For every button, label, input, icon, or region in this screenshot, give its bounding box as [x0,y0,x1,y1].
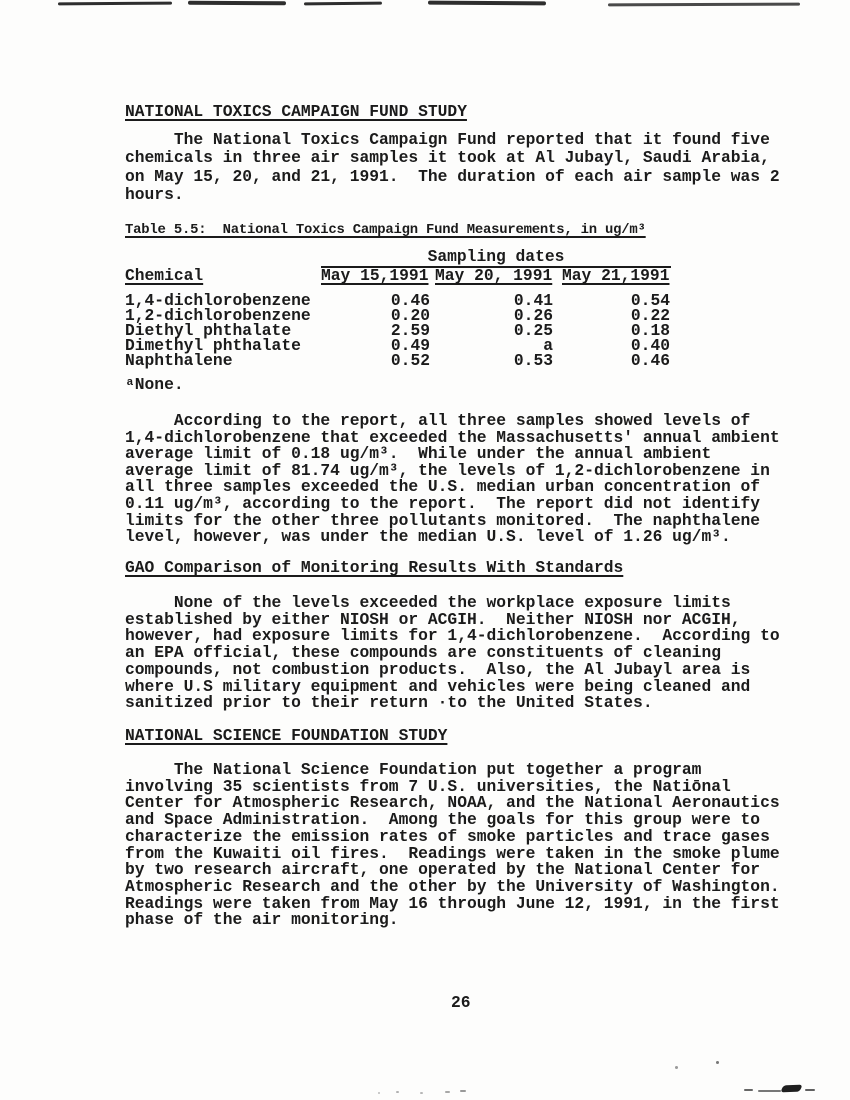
text-line: and Space Administration. Among the goals for this group were to [125,810,761,830]
table-cell-value: 0.41 [513,291,553,310]
scan-artifact [716,1061,719,1064]
scan-artifact [188,1,286,6]
text-line: Readings were taken from May 16 through June 12, 1991, in the first [125,893,780,913]
table-cell-value: 0.52 [390,351,430,370]
scan-artifact [744,1089,753,1091]
scan-artifact [428,1,546,6]
text-line: level, however, was under the median U.S. level of 1.26 ug/m³. [125,527,731,547]
text-line: average limit of 81.74 ug/m³, the levels of 1,2-dichlorobenzene in [125,460,770,480]
table-cell-chemical: Dimethyl phthalate [125,336,301,355]
table-cell-value: 0.22 [630,306,670,325]
paragraph-gao-comparison [125,595,780,712]
paragraph-nsf-study [125,762,780,929]
text-line: sanitized prior to their return ·to the United States. [125,693,653,713]
table-group-header: Sampling dates [427,247,565,266]
table-cell-value: 0.54 [630,291,670,310]
text-line: Atmospheric Research and the other by the University of Washington. [125,876,780,896]
scan-artifact [608,3,800,7]
text-line: established by either NIOSH or ACGIH. Neither NIOSH nor ACGIH, [125,609,741,629]
text-line: by two research aircraft, one operated by the National Center for [125,860,761,880]
text-line: average limit of 0.18 ug/m³. While under the annual ambient [125,444,712,464]
paragraph-toxics-intro [125,131,780,204]
page-number: 26 [451,993,471,1012]
table-group-header-rule [321,247,671,268]
text-line: on May 15, 20, and 21, 1991. The duration of each air sample was 2 [125,166,780,186]
text-line: involving 35 scientists from 7 U.S. universities, the Natiōnal [125,776,731,796]
scan-artifact [378,1092,380,1094]
scan-artifact [396,1091,399,1093]
text-line: 0.11 ug/m³, according to the report. The report did not identify [125,493,761,513]
table-column-may21 [562,293,670,368]
text-line: all three samples exceeded the U.S. median urban concentration of [125,477,761,497]
text-line: The National Science Foundation put together a program [125,760,702,779]
text-line: hours. [125,184,184,204]
table-cell-value: 0.25 [513,321,553,340]
table-cell-value: 0.40 [630,336,670,355]
table-cell-value: 2.59 [390,321,430,340]
table-column-may15 [321,293,430,368]
table-cell-value: 0.49 [390,336,430,355]
table-cell-chemical: 1,2-dichlorobenzene [125,306,311,325]
table-cell-value: 0.18 [630,321,670,340]
section-heading-gao-comparison: GAO Comparison of Monitoring Results With Standards [125,558,624,577]
table-column-may20 [435,293,553,368]
table-cell-value: 0.53 [513,351,553,370]
column-header-may20: May 20, 1991 [435,266,553,285]
text-line: an EPA official, these compounds are constituents of cleaning [125,643,721,663]
scan-artifact [420,1092,423,1094]
table-cell-value: a [543,336,553,355]
scan-artifact [304,2,382,6]
text-line: According to the report, all three samples showed levels of [125,411,751,430]
text-line: Center for Atmospheric Research, NOAA, and the National Aeronautics [125,793,780,813]
table-caption: Table 5.5: National Toxics Campaign Fund Measurements, in ug/m³ [125,222,646,238]
table-footnote: ᵃNone. [125,375,184,394]
scan-artifact [460,1090,466,1092]
text-line: 1,4-dichlorobenzene that exceeded the Massachusetts' annual ambient [125,427,780,447]
scan-artifact [445,1091,450,1093]
column-header-may15: May 15,1991 [321,266,429,285]
paragraph-report-findings [125,413,780,546]
table-cell-value: 0.46 [630,351,670,370]
text-line: phase of the air monitoring. [125,910,399,930]
scan-artifact [675,1066,678,1069]
scan-artifact [780,1085,802,1093]
text-line: compounds, not combustion products. Also, the Al Jubayl area is [125,659,751,679]
text-line: limits for the other three pollutants monitored. The naphthalene [125,510,761,530]
table-cell-value: 0.20 [390,306,430,325]
column-header-chemical: Chemical [125,266,204,285]
text-line: chemicals in three air samples it took at Al Jubayl, Saudi Arabia, [125,148,770,168]
text-line: characterize the emission rates of smoke particles and trace gases [125,826,770,846]
table-cell-chemical: Naphthalene [125,351,233,370]
text-line: however, had exposure limits for 1,4-dichlorobenzene. According to [125,626,780,646]
scan-artifact [758,1090,781,1092]
section-heading-nsf-study: NATIONAL SCIENCE FOUNDATION STUDY [125,726,448,745]
column-header-may21: May 21,1991 [562,266,670,285]
text-line: where U.S military equipment and vehicles were being cleaned and [125,676,751,696]
text-line: The National Toxics Campaign Fund reported that it found five [125,130,770,149]
table-cell-value: 0.46 [390,291,430,310]
table-cell-chemical: 1,4-dichlorobenzene [125,291,311,310]
section-heading-toxics-study: NATIONAL TOXICS CAMPAIGN FUND STUDY [125,102,467,121]
table-column-chemicals [125,293,311,368]
scan-artifact [58,2,172,6]
table-cell-value: 0.26 [513,306,553,325]
text-line: None of the levels exceeded the workplace exposure limits [125,593,731,612]
scan-artifact [805,1089,815,1091]
table-cell-chemical: Diethyl phthalate [125,321,292,340]
text-line: from the Kuwaiti oil fires. Readings were taken in the smoke plume [125,843,780,863]
